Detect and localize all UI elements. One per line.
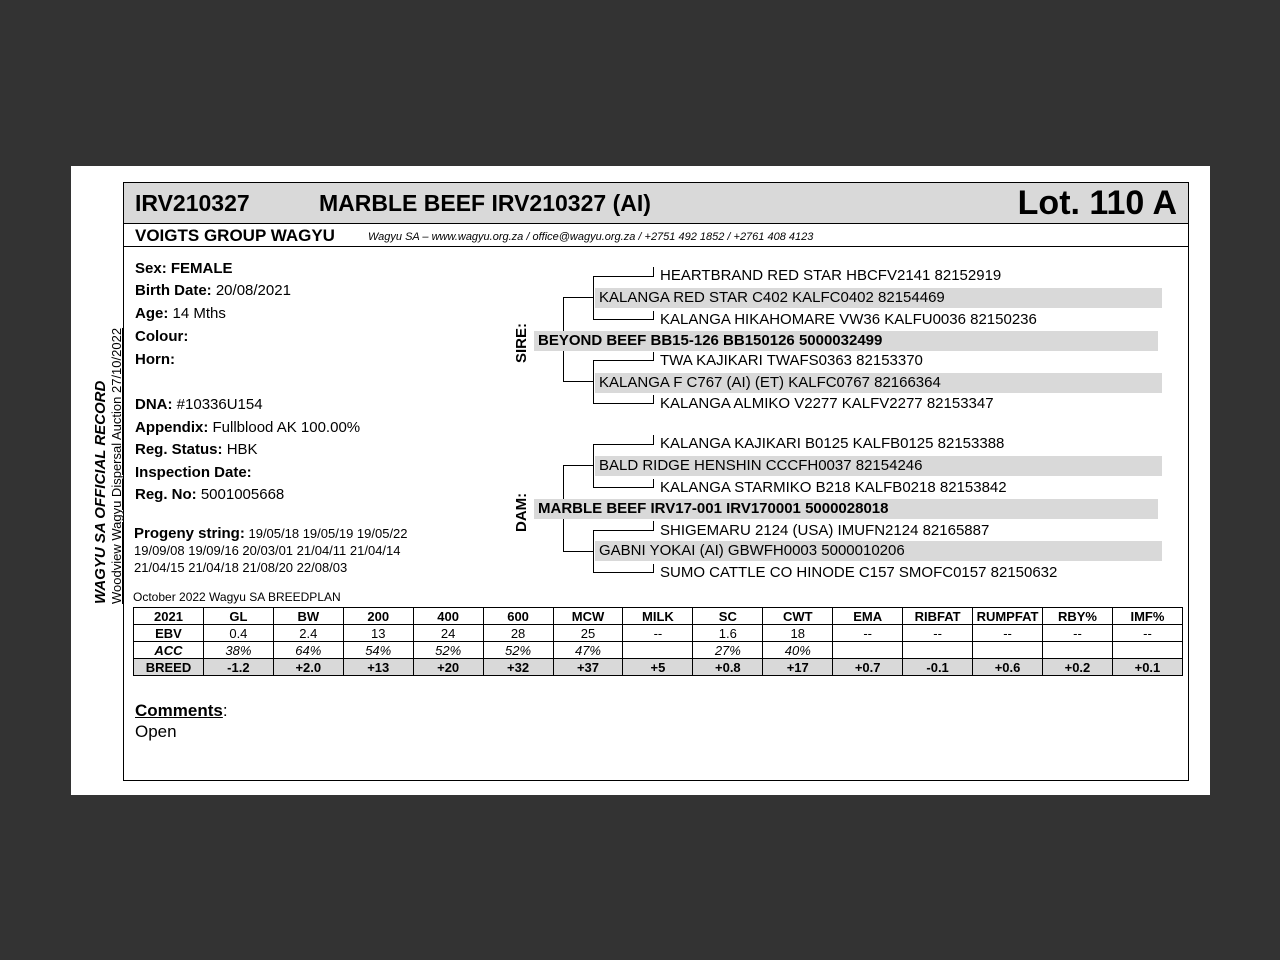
table-cell: 38% (203, 642, 273, 659)
table-cell: +37 (553, 659, 623, 676)
card-header (124, 183, 1188, 224)
table-cell (1042, 642, 1112, 659)
breeder-name: VOIGTS GROUP WAGYU (135, 226, 335, 245)
connector-line (593, 444, 653, 445)
reg-status-value: HBK (226, 441, 258, 458)
connector-line (653, 352, 654, 361)
connector-line (593, 444, 594, 488)
connector-line (653, 479, 654, 488)
table-cell: 47% (553, 642, 623, 659)
lot-number: Lot. 110 A (1017, 184, 1177, 222)
table-cell: 52% (413, 642, 483, 659)
side-caption (93, 328, 125, 604)
connector-line (593, 276, 594, 298)
table-cell: 2.4 (273, 625, 343, 642)
age-label: Age: (135, 305, 169, 322)
table-cell: 0.4 (203, 625, 273, 642)
connector-line (593, 319, 653, 320)
table-cell (833, 642, 903, 659)
connector-line (593, 403, 653, 404)
connector-line (563, 551, 593, 552)
sire-sire-sire: HEARTBRAND RED STAR HBCFV2141 82152919 (660, 267, 1002, 284)
table-cell: -1.2 (203, 659, 273, 676)
table-cell (1112, 642, 1182, 659)
row-label: 2021 (134, 608, 204, 625)
connector-line (653, 311, 654, 320)
table-cell: EMA (833, 608, 903, 625)
ebv-row (134, 625, 1183, 642)
table-cell: GL (203, 608, 273, 625)
table-cell: +0.1 (1112, 659, 1182, 676)
progeny-label: Progeny string: (134, 525, 245, 542)
table-cell: 1.6 (693, 625, 763, 642)
age-row (135, 305, 226, 322)
table-cell: +20 (413, 659, 483, 676)
connector-line (653, 521, 654, 531)
sex-row (135, 260, 233, 277)
table-cell: RIBFAT (903, 608, 973, 625)
table-cell: +32 (483, 659, 553, 676)
progeny-line-2: 19/09/08 19/09/16 20/03/01 21/04/11 21/04/14 (134, 543, 401, 558)
connector-line (563, 465, 593, 466)
table-cell: IMF% (1112, 608, 1182, 625)
reg-status-label: Reg. Status: (135, 441, 223, 458)
table-cell: -- (973, 625, 1043, 642)
table-cell: MILK (623, 608, 693, 625)
animal-card (123, 182, 1189, 781)
row-label: BREED (134, 659, 204, 676)
dam-sire-dam: KALANGA STARMIKO B218 KALFB0218 82153842 (660, 479, 1007, 496)
table-cell: +2.0 (273, 659, 343, 676)
connector-line (593, 530, 594, 573)
table-cell: 600 (483, 608, 553, 625)
comments-value: Open (135, 722, 177, 741)
table-cell (903, 642, 973, 659)
connector-line (593, 360, 594, 404)
horn-row (135, 351, 175, 368)
dna-row (135, 396, 263, 413)
dam-sire-sire: KALANGA KAJIKARI B0125 KALFB0125 82153388 (660, 435, 1005, 452)
dam-label: DAM: (513, 492, 530, 532)
row-label: ACC (134, 642, 204, 659)
table-cell: +0.2 (1042, 659, 1112, 676)
animal-id: IRV210327 (135, 190, 250, 216)
table-cell: 27% (693, 642, 763, 659)
table-cell: -0.1 (903, 659, 973, 676)
table-cell: -- (623, 625, 693, 642)
horn-label: Horn: (135, 351, 175, 368)
connector-line (653, 395, 654, 404)
table-cell (973, 642, 1043, 659)
table-cell: +13 (343, 659, 413, 676)
table-cell: 400 (413, 608, 483, 625)
table-cell: -- (903, 625, 973, 642)
row-label: EBV (134, 625, 204, 642)
connector-line (593, 360, 653, 361)
connector-line (563, 381, 593, 382)
dam-name: MARBLE BEEF IRV17-001 IRV170001 5000028018 (534, 499, 1158, 519)
birth-value: 20/08/2021 (215, 282, 291, 299)
table-cell: 18 (763, 625, 833, 642)
comments-label: Comments (135, 701, 223, 720)
reg-no-row (135, 486, 284, 503)
breedplan-table (133, 607, 1183, 676)
colour-row (135, 328, 188, 345)
reg-no-value: 5001005668 (200, 486, 285, 503)
connector-line (593, 487, 653, 488)
connector-line (653, 564, 654, 573)
age-value: 14 Mths (172, 305, 226, 322)
animal-name: MARBLE BEEF IRV210327 (AI) (319, 190, 651, 216)
breed-row (134, 659, 1183, 676)
sire-dam-dam: KALANGA ALMIKO V2277 KALFV2277 82153347 (660, 395, 994, 412)
table-cell: 25 (553, 625, 623, 642)
acc-row (134, 642, 1183, 659)
comments-heading: Comments: (135, 701, 228, 720)
sire-dam: KALANGA F C767 (AI) (ET) KALFC0767 82166364 (595, 373, 1162, 393)
sire-name: BEYOND BEEF BB15-126 BB150126 5000032499 (534, 331, 1158, 351)
table-cell: 52% (483, 642, 553, 659)
connector-line (593, 276, 653, 277)
table-cell: +17 (763, 659, 833, 676)
contact-line: Wagyu SA – www.wagyu.org.za / office@wagyu.org.za / +2751 492 1852 / +2761 408 4123 (368, 231, 814, 243)
sire-dam-sire: TWA KAJIKARI TWAFS0363 82153370 (660, 352, 923, 369)
progeny-line-3: 21/04/15 21/04/18 21/08/20 22/08/03 (134, 560, 348, 575)
dam-dam-sire: SHIGEMARU 2124 (USA) IMUFN2124 82165887 (660, 522, 990, 539)
table-cell: RBY% (1042, 608, 1112, 625)
table-cell: -- (1042, 625, 1112, 642)
connector-line (653, 267, 654, 277)
table-cell: +0.7 (833, 659, 903, 676)
table-cell: CWT (763, 608, 833, 625)
reg-no-label: Reg. No: (135, 486, 197, 503)
table-cell: BW (273, 608, 343, 625)
progeny-line-1: 19/05/18 19/05/19 19/05/22 (248, 526, 408, 541)
table-cell: 24 (413, 625, 483, 642)
table-cell: 200 (343, 608, 413, 625)
dam-dam-dam: SUMO CATTLE CO HINODE C157 SMOFC0157 82150632 (660, 564, 1058, 581)
table-header-row (134, 608, 1183, 625)
breedplan-source: October 2022 Wagyu SA BREEDPLAN (133, 590, 341, 604)
sire-label: SIRE: (513, 322, 530, 363)
sire-sire-dam: KALANGA HIKAHOMARE VW36 KALFU0036 82150236 (660, 311, 1037, 328)
colour-label: Colour: (135, 328, 189, 345)
breeder-bar (124, 224, 1188, 247)
table-cell: 28 (483, 625, 553, 642)
appendix-label: Appendix: (135, 419, 209, 436)
table-cell: +0.8 (693, 659, 763, 676)
table-cell: -- (833, 625, 903, 642)
dam-dam: GABNI YOKAI (AI) GBWFH0003 5000010206 (595, 541, 1162, 561)
table-cell: SC (693, 608, 763, 625)
birth-label: Birth Date: (135, 282, 212, 299)
appendix-row (135, 419, 360, 436)
appendix-value: Fullblood AK 100.00% (212, 419, 361, 436)
inspection-label: Inspection Date: (135, 464, 252, 481)
progeny-string (134, 525, 494, 576)
auction-subtitle: Woodview Wagyu Dispersal Auction 27/10/2022 (109, 327, 124, 604)
connector-line (563, 297, 593, 298)
table-cell (623, 642, 693, 659)
sire-sire: KALANGA RED STAR C402 KALFC0402 82154469 (595, 288, 1162, 308)
dam-sire: BALD RIDGE HENSHIN CCCFH0037 82154246 (595, 456, 1162, 476)
table-cell: 13 (343, 625, 413, 642)
table-cell: 64% (273, 642, 343, 659)
table-cell: MCW (553, 608, 623, 625)
connector-line (653, 435, 654, 445)
birth-row (135, 282, 291, 299)
reg-status-row (135, 441, 258, 458)
table-cell: 40% (763, 642, 833, 659)
connector-line (593, 298, 594, 319)
connector-line (593, 530, 653, 531)
dna-value: #10336U154 (176, 396, 263, 413)
table-cell: +5 (623, 659, 693, 676)
sex-label: Sex: (135, 260, 167, 277)
sex-value: FEMALE (170, 260, 233, 277)
connector-line (593, 572, 653, 573)
table-cell: 54% (343, 642, 413, 659)
table-cell: -- (1112, 625, 1182, 642)
table-cell: RUMPFAT (973, 608, 1043, 625)
table-cell: +0.6 (973, 659, 1043, 676)
inspection-row (135, 464, 252, 481)
official-record-title: WAGYU SA OFFICIAL RECORD (92, 380, 109, 604)
dna-label: DNA: (135, 396, 173, 413)
